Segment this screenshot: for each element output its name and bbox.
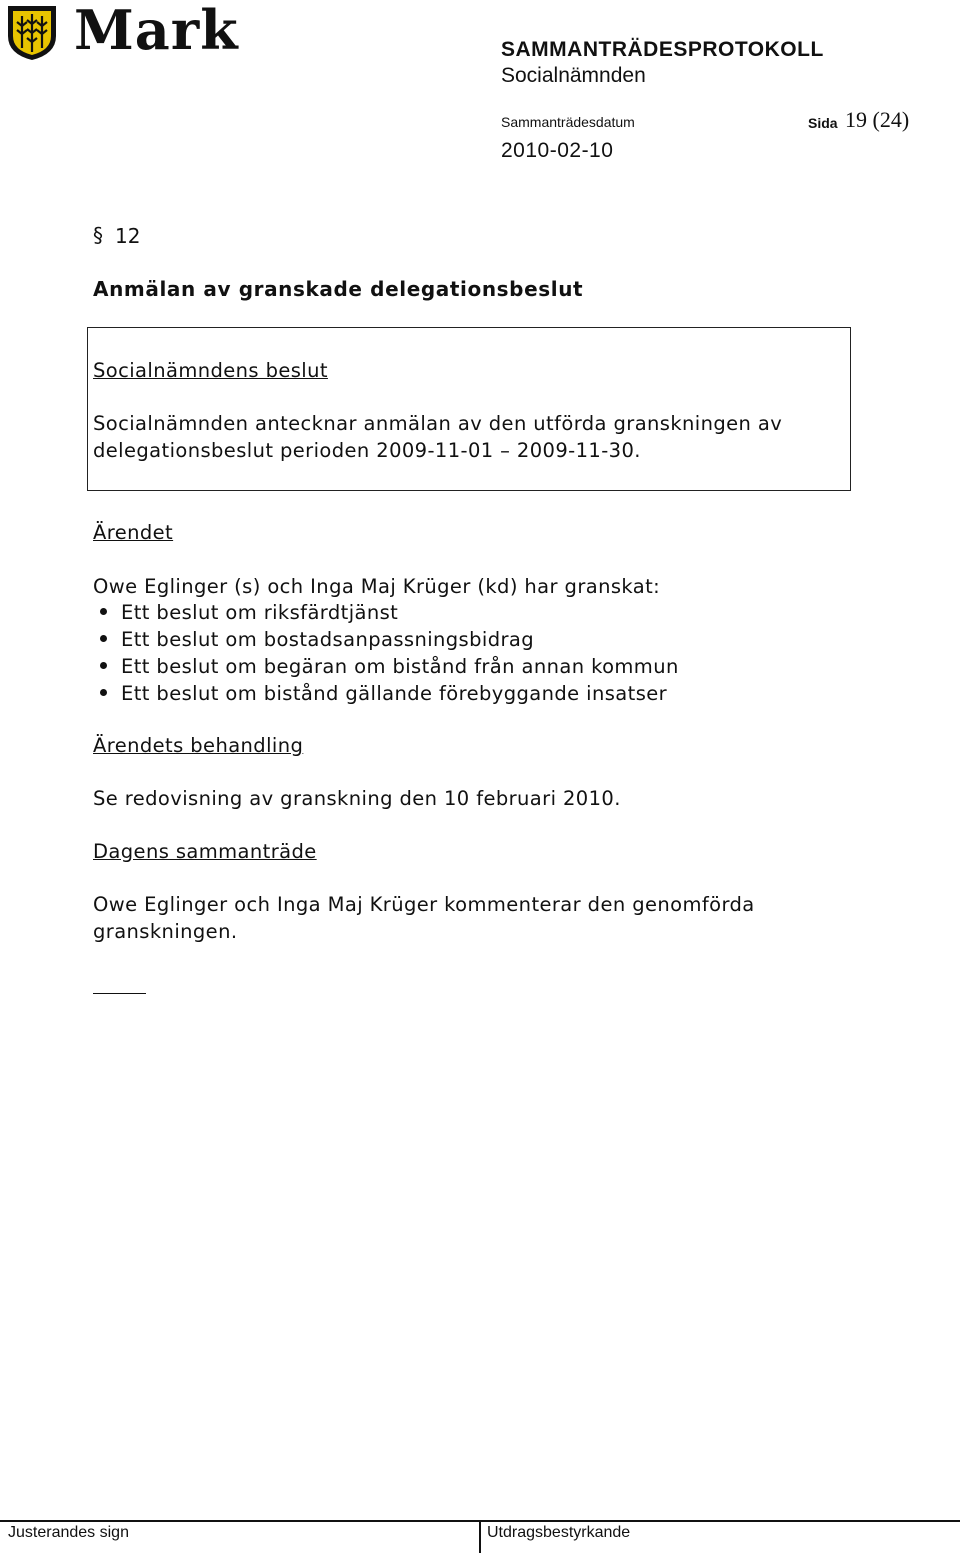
decision-box [87, 327, 851, 491]
meeting-date-label: Sammanträdesdatum [501, 114, 635, 130]
logo-wordmark: Mark [74, 0, 239, 62]
bullet-icon [100, 635, 107, 642]
bullet-icon [100, 689, 107, 696]
section-end-rule [93, 993, 146, 994]
municipality-logo [4, 0, 239, 62]
meeting-text-line-1: Owe Eglinger och Inga Maj Krüger kommenterar den genomförda [93, 893, 755, 916]
meeting-date: 2010-02-10 [501, 139, 614, 162]
coat-of-arms-icon [4, 2, 64, 62]
list-item: Ett beslut om bistånd gällande förebyggande insatser [121, 682, 668, 705]
decision-heading: Socialnämndens beslut [93, 359, 328, 382]
list-item: Ett beslut om riksfärdtjänst [121, 601, 399, 624]
committee-name: Socialnämnden [501, 64, 646, 87]
page-label: Sida [808, 115, 838, 131]
document-type: SAMMANTRÄDESPROTOKOLL [501, 38, 824, 61]
bullet-icon [100, 662, 107, 669]
list-item: Ett beslut om bostadsanpassningsbidrag [121, 628, 535, 651]
matter-heading: Ärendet [93, 521, 174, 544]
paragraph-number: 12 [115, 224, 141, 248]
justification-signature-label: Justerandes sign [8, 1524, 129, 1541]
paragraph-mark: § [93, 223, 103, 247]
meeting-text-line-2: granskningen. [93, 920, 238, 943]
decision-text-line-2: delegationsbeslut perioden 2009-11-01 – 2009-11-30. [93, 439, 641, 462]
section-title: Anmälan av granskade delegationsbeslut [93, 277, 584, 301]
decision-text-line-1: Socialnämnden antecknar anmälan av den utförda granskningen av [93, 412, 783, 435]
matter-intro: Owe Eglinger (s) och Inga Maj Krüger (kd) har granskat: [93, 575, 661, 598]
list-item: Ett beslut om begäran om bistånd från annan kommun [121, 655, 679, 678]
extract-certification-label: Utdragsbestyrkande [487, 1524, 631, 1541]
page-number: 19 (24) [845, 107, 910, 132]
footer-divider [479, 1520, 481, 1553]
handling-text: Se redovisning av granskning den 10 februari 2010. [93, 787, 621, 810]
handling-heading: Ärendets behandling [93, 734, 304, 757]
bullet-icon [100, 608, 107, 615]
meeting-heading: Dagens sammanträde [93, 840, 317, 863]
